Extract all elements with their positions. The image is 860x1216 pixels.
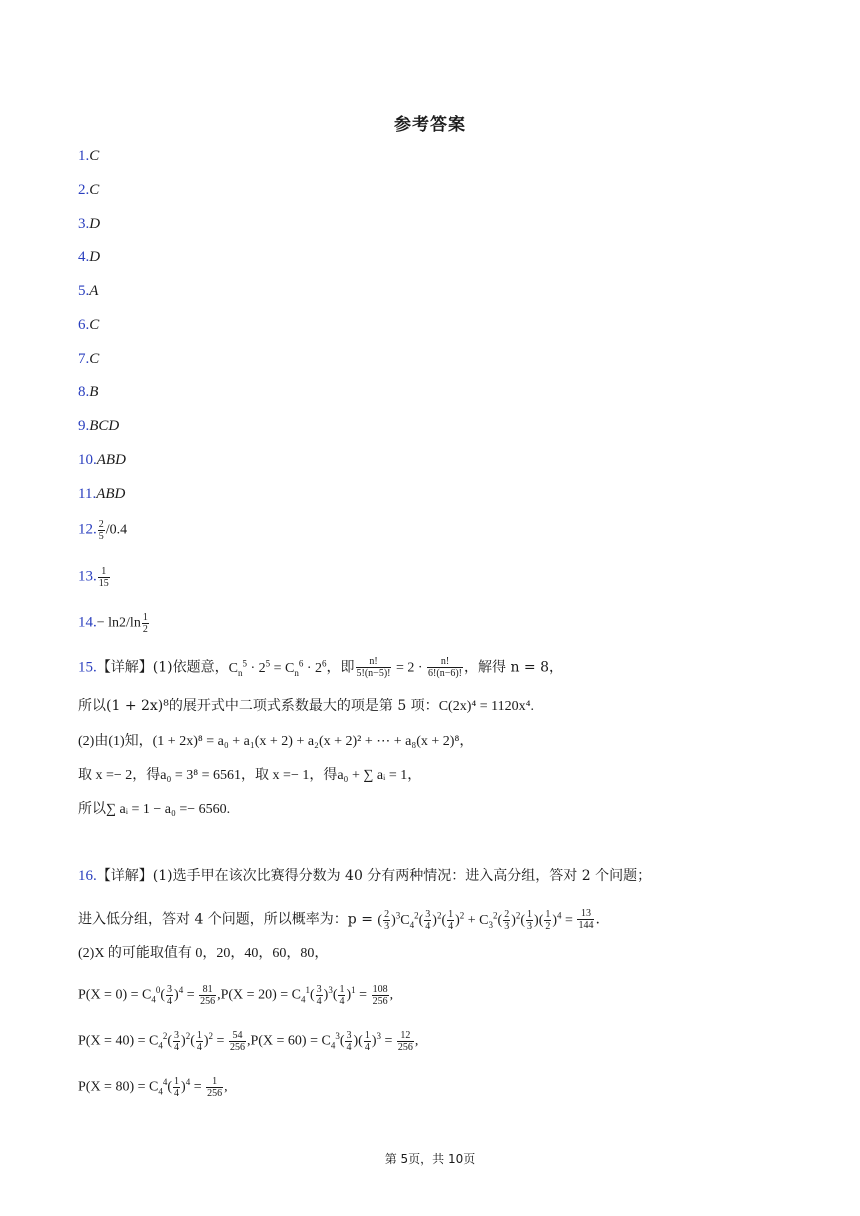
fraction: $\frac{81}{256}$ [200,984,216,1007]
solution-15-line-1: 15.【详解】(1)依题意，$C_n^5 \cdot 2^5 = C_n^6 \cdot 2^6$，即 $\frac{n!}{5!(n-5)!}$ = 2 · $\frac{n!}{6!(n-6)!}$ ，解得 n = 8， [78,656,564,679]
solution-15-line-3: (2)由(1)知，(1 + 2x)⁸ = a₀ + a₁(x + 2) + a₂(x + 2)² + ⋯ + a₈(x + 2)⁸， [78,734,474,749]
answer-6: 6.C [78,317,100,333]
answer-10: 10.ABD [78,452,126,468]
solution-15-line-4: 取 x =− 2，得a₀ = 3⁸ = 6561，取 x =− 1，得a₀ + ∑ aᵢ = 1， [78,768,422,783]
solution-16-line-1: 16.【详解】(1)选手甲在该次比赛得分数为 40 分有两种情况：进入高分组，答对 2 个问题； [78,868,652,884]
answer-1: 1.C [78,148,100,164]
answer-3: 3.D [78,216,101,232]
fraction: $\frac{2}{5}$ [98,519,104,542]
answer-12: 12. $\frac{2}{5}$ /0.4 [78,519,128,542]
fraction: $\frac{n!}{6!(n-6)!}$ [428,656,463,679]
answer-5: 5.A [78,283,99,299]
answer-7: 7.C [78,351,100,367]
fraction: $\frac{1}{15}$ [98,566,109,589]
fraction: $\frac{n!}{5!(n-5)!}$ [356,656,391,679]
answer-11: 11.ABD [78,486,126,502]
answer-2: 2.C [78,182,100,198]
page-title: 参考答案 [394,115,466,135]
fraction: $\frac{1}{2}$ [142,612,148,635]
solution-15-line-2: 所以(1 + 2x)⁸的展开式中二项式系数最大的项是第 5 项：C(2x)⁴ = 1120x⁴. [78,698,534,714]
solution-16-line-6: $P(X = 80) = C_4^4$( $\frac{1}{4}$ )$^4$ = $\frac{1}{256}$ , [78,1076,228,1099]
answer-4: 4.D [78,249,101,265]
probability-expression: ( $\frac{2}{3}$ )$^3C_4^2$( $\frac{3}{4}$ )$^2$( $\frac{1}{4}$ )$^2 + C_3^2$( $\frac{2}{3}$ )$^2$( $\frac{1}{3}$ )( $\frac{1}{2}$ )$^4$ = [377,908,577,932]
fraction: $\frac{108}{256}$ [372,984,388,1007]
fraction: $\frac{1}{256}$ [207,1076,223,1099]
page-footer: 第 5页，共 10页 [384,1152,476,1166]
solution-16-line-2: 进入低分组，答对 4 个问题，所以概率为：p = ( $\frac{2}{3}$ )$^3C_4^2$( $\frac{3}{4}$ )$^2$( $\frac{1}{4}$ )$^2 + C_3^2$( $\frac{2}{3}$ )$^2$( $\frac{1}{3}$ )( $\frac{1}{2}$ )$^4$ = $\frac{13}{144}$ . [78,908,600,932]
fraction: $\frac{12}{256}$ [397,1030,413,1053]
solution-16-line-3: (2)X 的可能取值有 0，20，40，60，80， [78,946,329,961]
answer-13: 13. $\frac{1}{15}$ [78,566,109,589]
fraction: $\frac{54}{256}$ [229,1030,245,1053]
solution-16-line-4: $P(X = 0) = C_4^0$( $\frac{3}{4}$ )$^4$ = $\frac{81}{256}$ $,P(X = 20) = C_4^1$( $\frac{3}{4}$ )$^3$( $\frac{1}{4}$ )$^1$ = $\frac{108}{256}$ , [78,984,394,1007]
solution-15-line-5: 所以∑ aᵢ = 1 − a₀ =− 6560. [78,802,231,817]
answer-14: 14.− ln2/ln $\frac{1}{2}$ [78,612,148,635]
fraction: $\frac{13}{144}$ [578,908,594,931]
answer-9: 9.BCD [78,418,120,434]
answer-8: 8.B [78,384,99,400]
solution-16-line-5: $P(X = 40) = C_4^2$( $\frac{3}{4}$ )$^2$( $\frac{1}{4}$ )$^2$ = $\frac{54}{256}$ $,P(X = 60) = C_4^3$( $\frac{3}{4}$ )( $\frac{1}{4}$ )$^3$ = $\frac{12}{256}$ , [78,1030,419,1053]
